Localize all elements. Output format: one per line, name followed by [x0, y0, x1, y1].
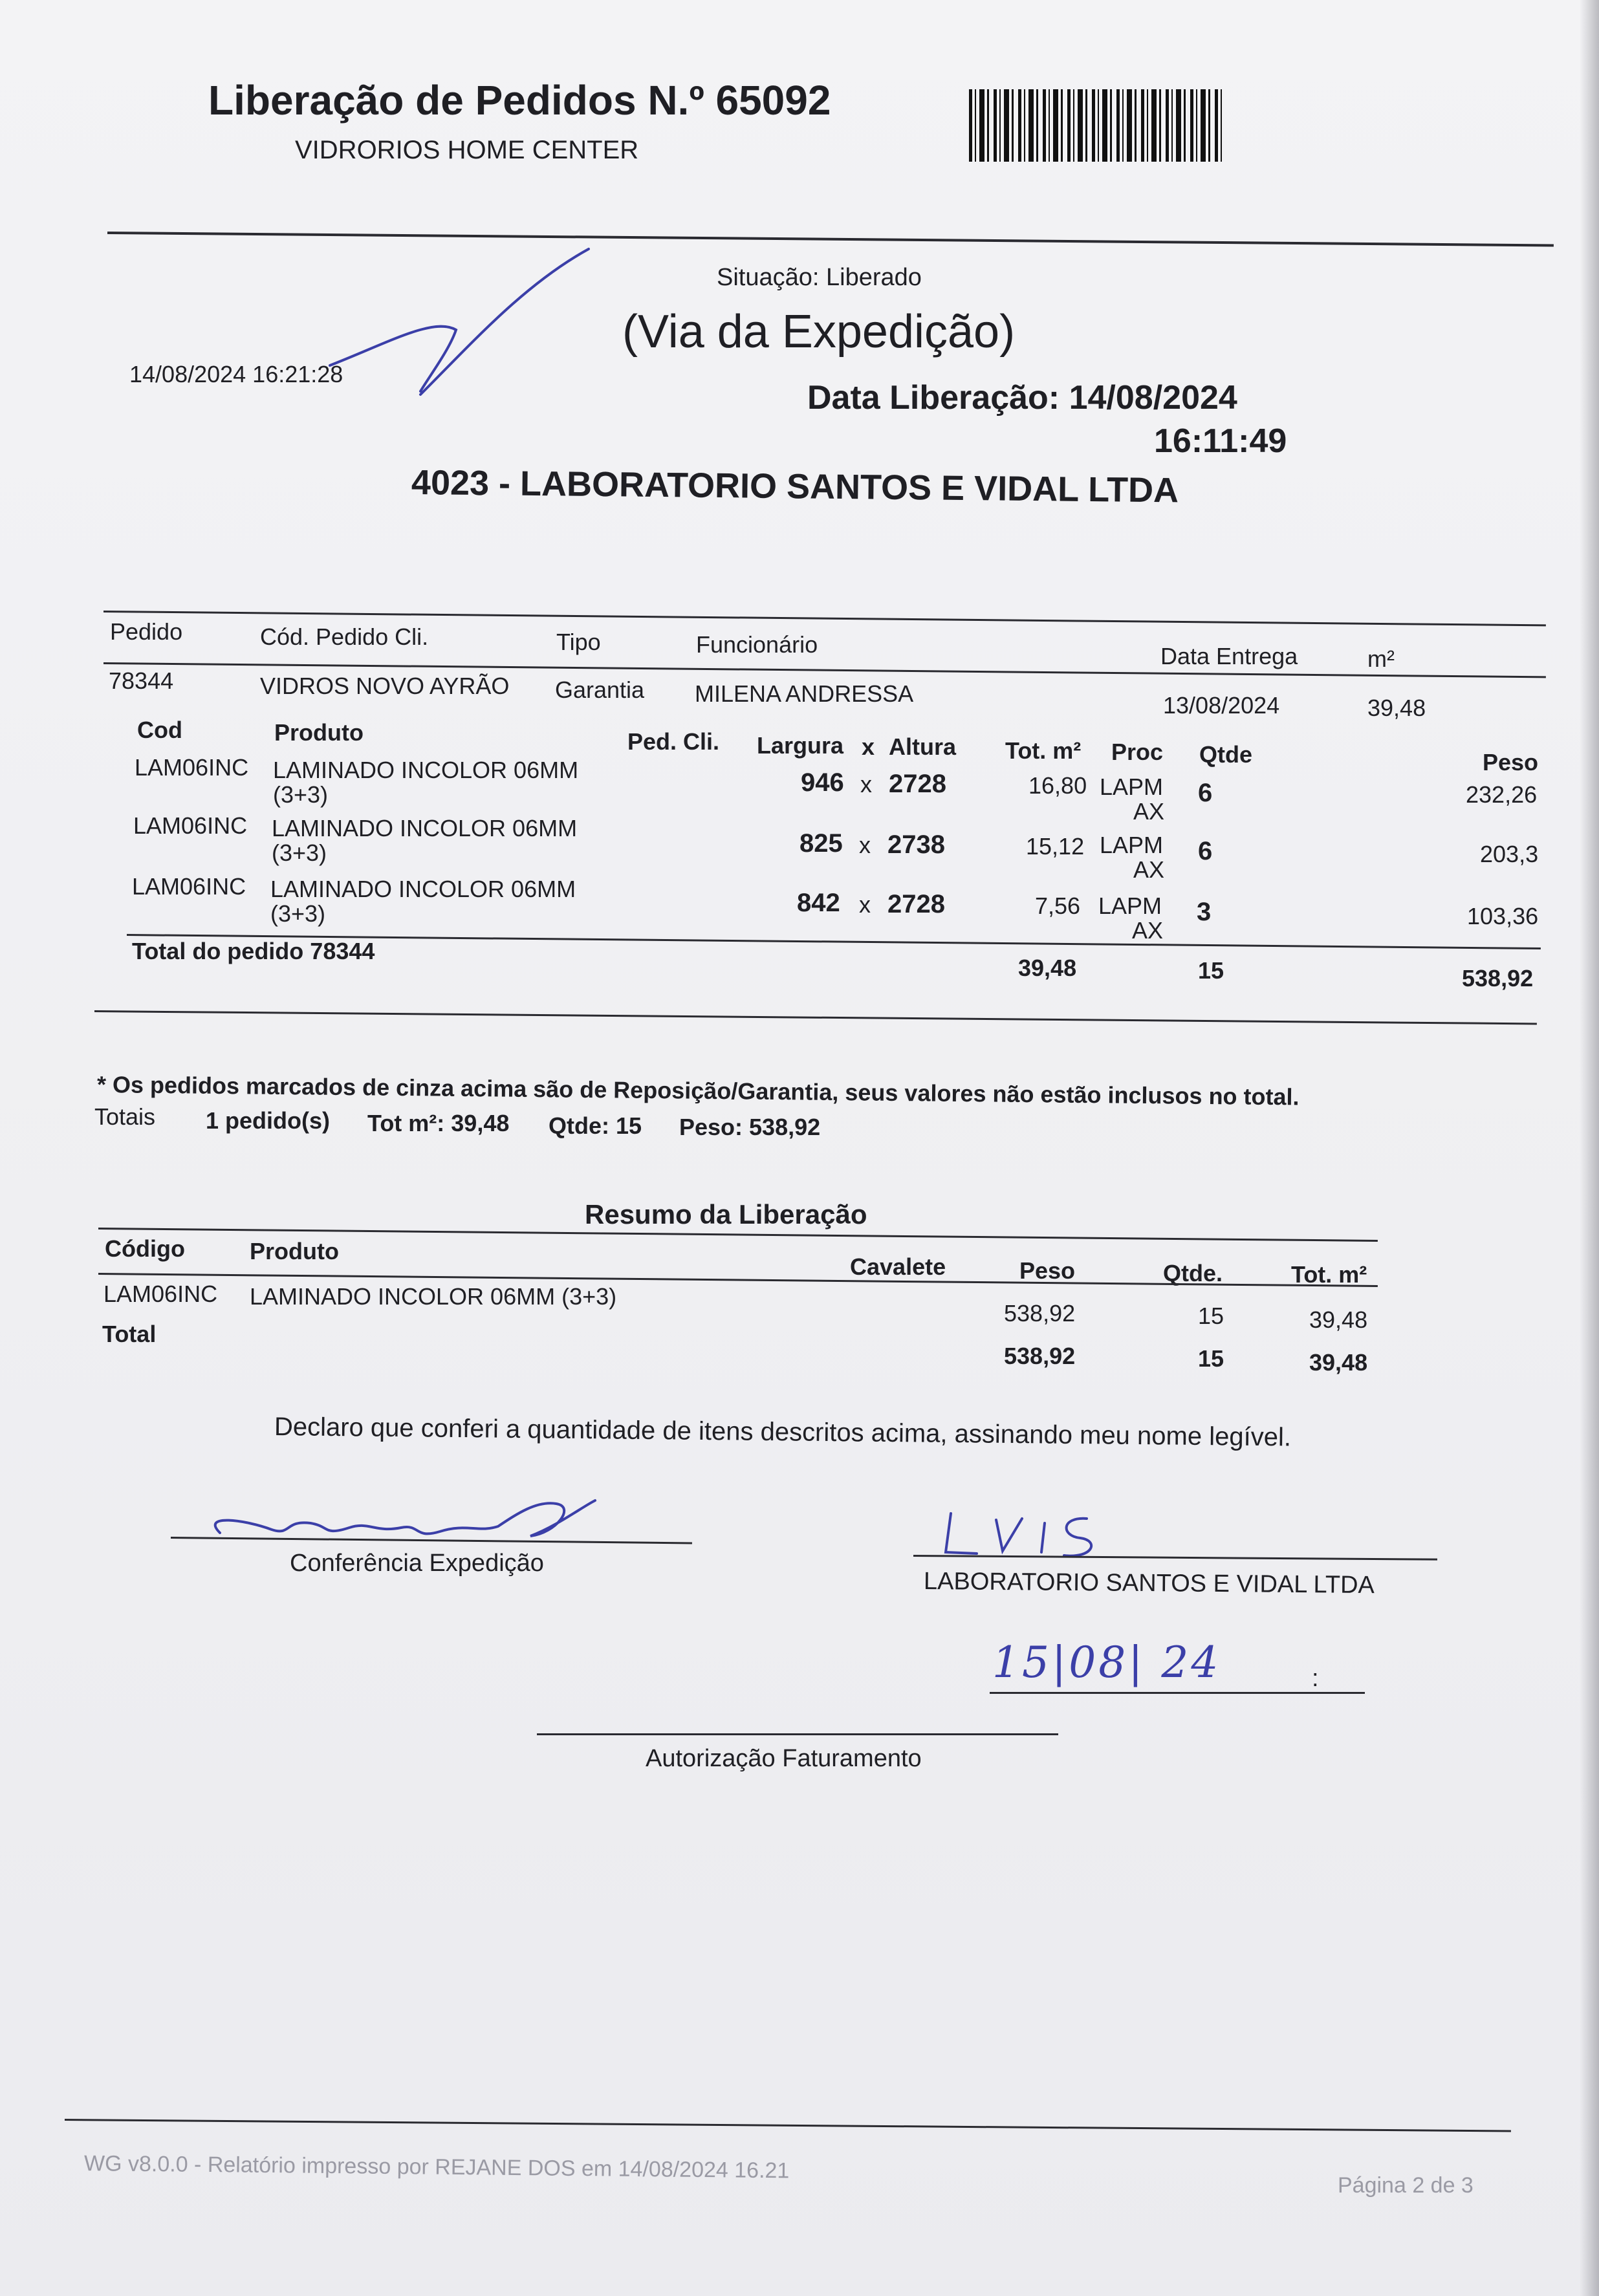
- barcode: [969, 89, 1223, 162]
- item-header-cod: Cod: [137, 717, 182, 743]
- scan-edge-shadow: [1580, 0, 1599, 2296]
- summary-total-qtde: 15: [1198, 1345, 1224, 1372]
- order-pedido: 78344: [109, 667, 174, 694]
- signature-line-bottom: [537, 1733, 1058, 1735]
- item-1-produto: LAMINADO INCOLOR 06MM: [273, 757, 579, 783]
- footer-line: [65, 2119, 1511, 2132]
- items-total-peso: 538,92: [1462, 965, 1534, 991]
- totals-label: Totais: [94, 1103, 156, 1130]
- signature-expedicao: [194, 1488, 621, 1559]
- item-header-largura: Largura: [757, 732, 844, 759]
- item-1-tot-m2: 16,80: [1028, 772, 1087, 799]
- totals-m2: Tot m²: 39,48: [367, 1110, 510, 1136]
- item-3-produto: LAMINADO INCOLOR 06MM: [270, 876, 576, 902]
- page-number: Página 2 de 3: [1338, 2173, 1474, 2198]
- summary-header-peso: Peso: [1019, 1257, 1076, 1284]
- order-tipo: Garantia: [555, 677, 645, 703]
- order-funcionario: MILENA ANDRESSA: [695, 680, 914, 707]
- summary-produto: LAMINADO INCOLOR 06MM (3+3): [250, 1283, 617, 1310]
- item-header-qtde: Qtde: [1199, 741, 1253, 768]
- summary-total-label: Total: [102, 1321, 157, 1347]
- item-1-proc: LAPM: [1100, 774, 1164, 800]
- order-cod-pedido-cli: VIDROS NOVO AYRÃO: [260, 673, 510, 699]
- summary-codigo: LAM06INC: [103, 1281, 218, 1307]
- copy-type: (Via da Expedição): [622, 306, 1016, 358]
- declaration-text: Declaro que conferi a quantidade de itens descritos acima, assinando meu nome legível.: [274, 1413, 1292, 1452]
- replacement-note: * Os pedidos marcados de cinza acima são de Reposição/Garantia, seus valores não estão inclusos no total.: [96, 1071, 1300, 1110]
- item-3-largura: 842: [797, 889, 840, 917]
- handwritten-date: 15|08| 24: [992, 1638, 1221, 1687]
- item-2-peso: 203,3: [1480, 841, 1539, 867]
- footer-print-info: WG v8.0.0 - Relatório impresso por REJANE DOS em 14/08/2024 16.21: [83, 2151, 790, 2183]
- order-m2: 39,48: [1367, 695, 1426, 721]
- totals-orders: 1 pedido(s): [206, 1107, 331, 1134]
- status-text: Situação: Liberado: [717, 264, 922, 291]
- order-table-bottom-line: [94, 1010, 1537, 1024]
- item-1-cod: LAM06INC: [135, 754, 249, 781]
- totals-peso: Peso: 538,92: [679, 1114, 821, 1140]
- col-header-tipo: Tipo: [556, 629, 601, 655]
- totals-qtde: Qtde: 15: [549, 1112, 642, 1139]
- col-header-pedido: Pedido: [110, 618, 183, 645]
- col-header-m2: m²: [1367, 645, 1395, 672]
- item-header-peso: Peso: [1483, 749, 1539, 775]
- date-colon: :: [1312, 1665, 1319, 1692]
- col-header-data-entrega: Data Entrega: [1160, 643, 1298, 669]
- item-2-cod: LAM06INC: [133, 812, 248, 839]
- col-header-cod-pedido-cli: Cód. Pedido Cli.: [260, 623, 429, 650]
- summary-total-tot-m2: 39,48: [1309, 1349, 1368, 1376]
- items-total-label: Total do pedido 78344: [132, 938, 375, 964]
- item-header-tot-m2: Tot. m²: [1005, 737, 1082, 764]
- summary-title: Resumo da Liberação: [585, 1199, 867, 1229]
- summary-header-codigo: Código: [105, 1235, 185, 1262]
- document-title: Liberação de Pedidos N.º 65092: [208, 77, 831, 124]
- summary-tot-m2: 39,48: [1309, 1306, 1368, 1333]
- item-1-x: x: [860, 771, 872, 797]
- summary-total-peso: 538,92: [1004, 1343, 1076, 1369]
- item-1-peso: 232,26: [1466, 781, 1538, 808]
- items-total-qtde: 15: [1198, 957, 1224, 984]
- item-2-largura: 825: [800, 829, 843, 858]
- item-header-proc: Proc: [1111, 739, 1164, 765]
- client-name: 4023 - LABORATORIO SANTOS E VIDAL LTDA: [411, 463, 1179, 510]
- item-3-produto-2: (3+3): [270, 900, 326, 927]
- order-data-entrega: 13/08/2024: [1163, 692, 1280, 719]
- item-3-altura: 2728: [887, 890, 945, 918]
- summary-qtde: 15: [1198, 1303, 1224, 1329]
- release-time: 16:11:49: [1154, 422, 1287, 460]
- summary-header-qtde: Qtde.: [1163, 1260, 1223, 1286]
- item-3-tot-m2: 7,56: [1035, 893, 1081, 919]
- item-3-qtde: 3: [1197, 898, 1212, 926]
- item-2-altura: 2738: [887, 830, 945, 859]
- item-1-produto-2: (3+3): [273, 781, 329, 808]
- authorization-label: Autorização Faturamento: [646, 1745, 922, 1772]
- release-date: Data Liberação: 14/08/2024: [807, 379, 1237, 417]
- item-2-produto: LAMINADO INCOLOR 06MM: [272, 815, 578, 841]
- item-2-qtde: 6: [1198, 837, 1213, 865]
- item-3-cod: LAM06INC: [132, 873, 246, 900]
- summary-peso: 538,92: [1004, 1300, 1076, 1327]
- company-name: VIDRORIOS HOME CENTER: [295, 136, 639, 164]
- print-datetime: 14/08/2024 16:21:28: [129, 361, 343, 387]
- signature-left-label: Conferência Expedição: [290, 1550, 544, 1577]
- item-1-qtde: 6: [1198, 779, 1213, 807]
- item-3-proc: LAPM: [1098, 893, 1162, 919]
- item-header-x: x: [862, 733, 875, 760]
- pen-stroke: [310, 246, 595, 401]
- item-2-x: x: [859, 832, 871, 858]
- col-header-funcionario: Funcionário: [696, 631, 818, 658]
- date-line: [990, 1692, 1365, 1694]
- signature-right-label: LABORATORIO SANTOS E VIDAL LTDA: [923, 1568, 1375, 1599]
- item-3-x: x: [859, 891, 871, 918]
- item-1-altura: 2728: [889, 770, 946, 798]
- item-2-tot-m2: 15,12: [1026, 833, 1085, 860]
- summary-header-tot-m2: Tot. m²: [1291, 1261, 1367, 1288]
- item-2-produto-2: (3+3): [272, 839, 327, 866]
- header-divider: [107, 232, 1554, 247]
- summary-header-produto: Produto: [250, 1238, 339, 1264]
- item-2-proc: LAPM: [1100, 832, 1164, 858]
- item-header-ped-cli: Ped. Cli.: [627, 728, 720, 755]
- item-1-largura: 946: [801, 768, 844, 797]
- item-1-proc-2: AX: [1133, 798, 1165, 825]
- item-3-peso: 103,36: [1467, 903, 1539, 929]
- items-total-m2: 39,48: [1018, 955, 1077, 981]
- item-3-proc-2: AX: [1132, 917, 1164, 944]
- item-2-proc-2: AX: [1133, 856, 1165, 883]
- item-header-produto: Produto: [274, 719, 364, 746]
- summary-header-cavalete: Cavalete: [850, 1253, 946, 1280]
- item-header-altura: Altura: [889, 733, 957, 760]
